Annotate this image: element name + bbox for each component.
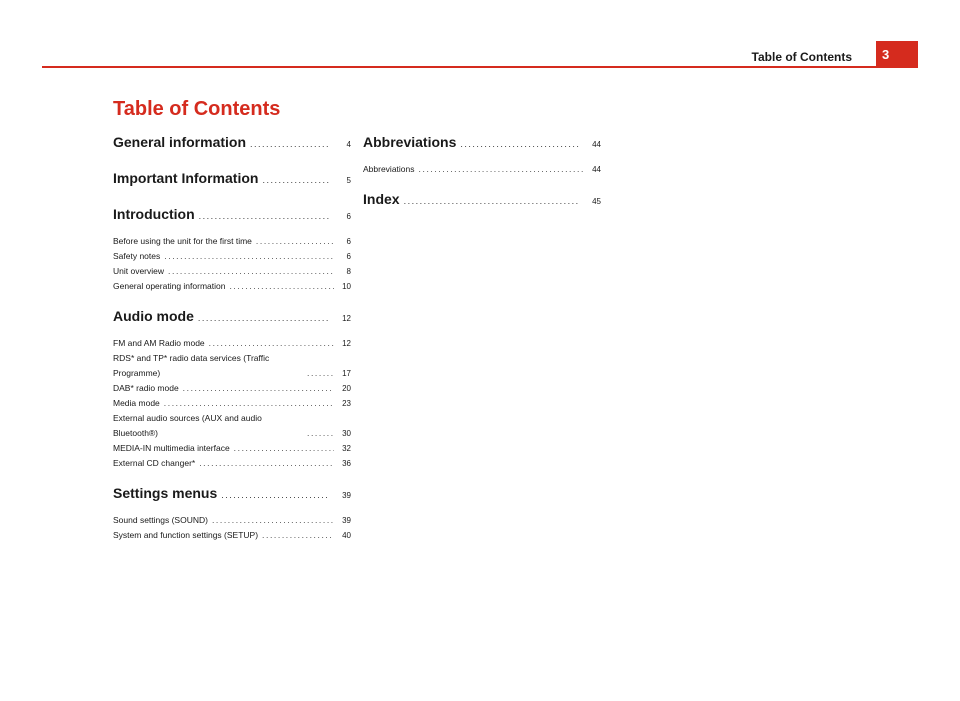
entry-page-number: 39 <box>342 516 351 525</box>
toc-entry[interactable] <box>113 411 351 441</box>
entry-title: External CD changer* <box>113 458 196 468</box>
entry-title: MEDIA-IN multimedia interface <box>113 443 230 453</box>
toc-entry-list <box>363 162 601 177</box>
leader-dots <box>183 381 334 396</box>
entry-title: General operating information <box>113 281 226 291</box>
toc-entry[interactable] <box>113 381 351 396</box>
toc-section-heading[interactable] <box>113 170 351 186</box>
toc-entry[interactable] <box>113 234 351 249</box>
entry-title: Unit overview <box>113 266 165 276</box>
entry-title: Sound settings (SOUND) <box>113 515 208 525</box>
toc-section-heading[interactable] <box>363 134 601 150</box>
page-number-badge: 3 <box>876 41 918 67</box>
toc-section-heading[interactable] <box>113 308 351 324</box>
leader-dots <box>164 249 334 264</box>
entry-page-number: 36 <box>342 459 351 468</box>
leader-dots <box>262 528 334 543</box>
entry-page-number: 23 <box>342 399 351 408</box>
entry-page-number: 40 <box>342 531 351 540</box>
toc-entry[interactable] <box>113 249 351 264</box>
section-page-number: 6 <box>346 212 351 221</box>
leader-dots <box>234 441 334 456</box>
entry-page-number: 32 <box>342 444 351 453</box>
leader-dots <box>221 490 329 500</box>
toc-entry[interactable] <box>113 279 351 294</box>
entry-page-number: 17 <box>342 369 351 378</box>
toc-entry[interactable] <box>113 336 351 351</box>
section-title: Settings menus <box>113 485 218 501</box>
entry-title: Abbreviations <box>363 164 415 174</box>
section-page-number: 4 <box>346 140 351 149</box>
toc-section-heading[interactable] <box>113 206 351 222</box>
leader-dots <box>404 196 579 206</box>
toc-entry[interactable] <box>113 528 351 543</box>
leader-dots <box>419 162 584 177</box>
section-page-number: 12 <box>342 314 351 323</box>
entry-title: RDS* and TP* radio data services (Traffic Programme) <box>113 353 270 378</box>
section-title: Introduction <box>113 206 195 222</box>
toc-entry[interactable] <box>113 513 351 528</box>
entry-title: Media mode <box>113 398 160 408</box>
entry-title: Before using the unit for the first time <box>113 236 252 246</box>
entry-page-number: 6 <box>346 252 351 261</box>
entry-title: FM and AM Radio mode <box>113 338 205 348</box>
toc-entry[interactable] <box>113 441 351 456</box>
leader-dots <box>229 279 334 294</box>
section-page-number: 39 <box>342 491 351 500</box>
leader-dots <box>168 264 334 279</box>
entry-page-number: 12 <box>342 339 351 348</box>
leader-dots <box>307 426 334 441</box>
leader-dots <box>212 513 334 528</box>
entry-title: DAB* radio mode <box>113 383 179 393</box>
leader-dots <box>209 336 334 351</box>
section-page-number: 5 <box>346 176 351 185</box>
toc-entry[interactable] <box>113 351 351 381</box>
leader-dots <box>256 234 334 249</box>
header-title: Table of Contents <box>751 50 852 64</box>
toc-entry[interactable] <box>113 264 351 279</box>
toc-entry[interactable] <box>363 162 601 177</box>
entry-page-number: 30 <box>342 429 351 438</box>
header-rule <box>42 66 918 68</box>
toc-section-heading[interactable] <box>113 485 351 501</box>
section-page-number: 44 <box>592 140 601 149</box>
toc-entry[interactable] <box>113 456 351 471</box>
toc-entry-list <box>113 513 351 543</box>
entry-page-number: 8 <box>346 267 351 276</box>
toc-entry-list <box>113 336 351 471</box>
leader-dots <box>250 139 329 149</box>
toc-section-heading[interactable] <box>363 191 601 207</box>
page-title: Table of Contents <box>113 98 281 120</box>
entry-page-number: 6 <box>346 237 351 246</box>
entry-title: Safety notes <box>113 251 161 261</box>
leader-dots <box>262 175 329 185</box>
entry-title: System and function settings (SETUP) <box>113 530 259 540</box>
entry-page-number: 10 <box>342 282 351 291</box>
leader-dots <box>198 313 329 323</box>
toc-left-column <box>113 134 351 557</box>
leader-dots <box>199 211 329 221</box>
leader-dots <box>460 139 579 149</box>
section-title: Abbreviations <box>363 134 457 150</box>
toc-entry[interactable] <box>113 396 351 411</box>
section-page-number: 45 <box>592 197 601 206</box>
leader-dots <box>164 396 334 411</box>
toc-entry-list <box>113 234 351 294</box>
leader-dots <box>307 366 334 381</box>
toc-right-column <box>363 134 601 227</box>
entry-page-number: 20 <box>342 384 351 393</box>
section-title: Important Information <box>113 170 259 186</box>
section-title: Index <box>363 191 400 207</box>
toc-section-heading[interactable] <box>113 134 351 150</box>
entry-title: External audio sources (AUX and audio Bluetooth®) <box>113 413 262 438</box>
leader-dots <box>199 456 334 471</box>
entry-page-number: 44 <box>592 165 601 174</box>
section-title: General information <box>113 134 247 150</box>
section-title: Audio mode <box>113 308 194 324</box>
